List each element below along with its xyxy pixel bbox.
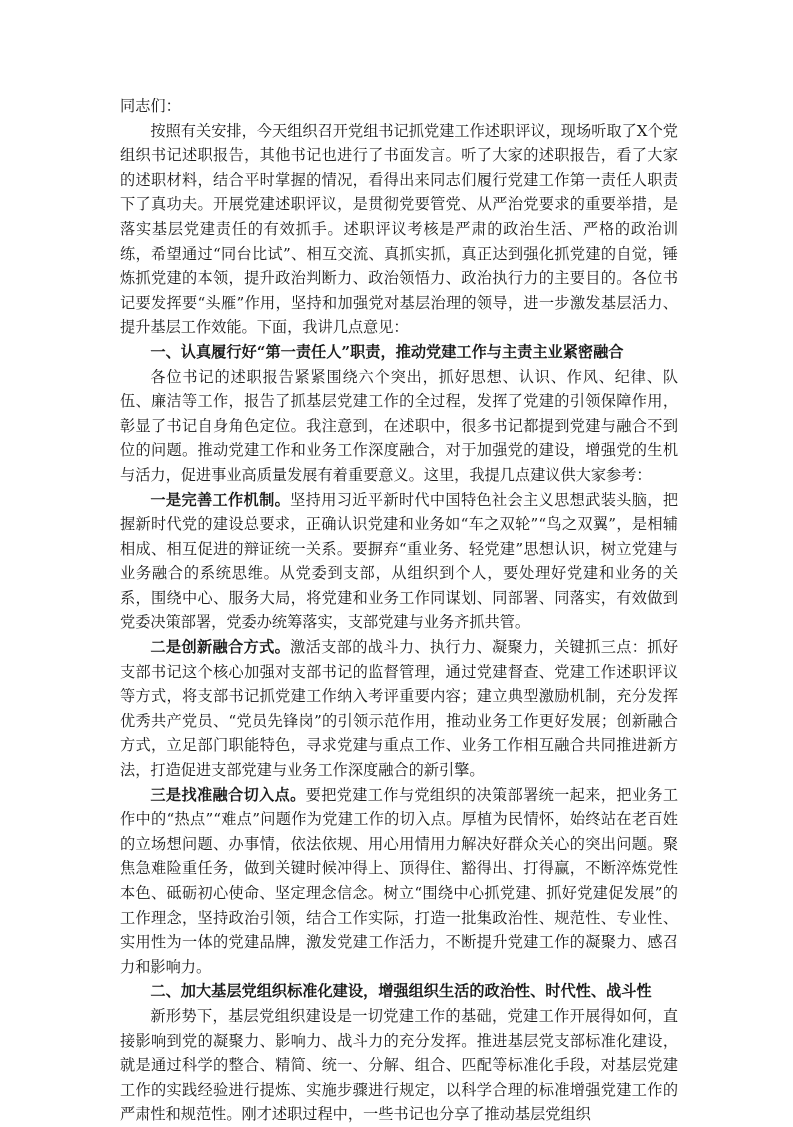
section-1-body: 各位书记的述职报告紧紧围绕六个突出，抓好思想、认识、作风、纪律、队伍、廉洁等工作，报告了抓基层党建工作的全过程，发挥了党建的引领保障作用，彰显了书记自身角色定位。我注意到，在述职中，很多书记都提到党建与融合不到位的问题。推动党建工作和业务工作深度融合，对于加强党的建设，增强党的生机与活力，促进事业高质量发展有着重要意义。这里，我提几点建议供大家参考： [120, 367, 678, 484]
intro-paragraph: 按照有关安排，今天组织召开党组书记抓党建工作述职评议，现场听取了X个党组织书记述职报告，其他书记也进行了书面发言。听了大家的述职报告，看了大家的述职材料，结合平时掌握的情况，看得出来同志们履行党建工作第一责任人职责下了真功夫。开展党建述职评议，是贯彻党要管党、从严治党要求的重要举措，是落实基层党建责任的有效抓手。述职评议考核是严肃的政治生活、严格的政治训练，希望通过“同台比试”、相互交流、真抓实抓，真正达到强化抓党建的自觉，锤炼抓党建的本领，提升政治判断力、政治领悟力、政治执行力的主要目的。各位书记要发挥要“头雁”作用，坚持和加强党对基层治理的领导，进一步激发基层活力、提升基层工作效能。下面，我讲几点意见： [120, 121, 678, 337]
point-2-text: 激活支部的战斗力、执行力、凝聚力，关键抓三点：抓好支部书记这个核心加强对支部书记的监督管理，通过党建督查、党建工作述职评议等方式，将支部书记抓党建工作纳入考评重要内容；建立典型激励机制，充分发挥优秀共产党员、“党员先锋岗”的引领示范作用，推动业务工作更好发展；创新融合方式，立足部门职能特色，寻求党建与重点工作、业务工作相互融合共同推进新方法，打造促进支部党建与业务工作深度融合的新引擎。 [120, 638, 679, 780]
point-1-text: 坚持用习近平新时代中国特色社会主义思想武装头脑，把握新时代党的建设总要求，正确认识党建和业务如“车之双轮”“鸟之双翼”，是相辅相成、相互促进的辩证统一关系。要摒弃“重业务、轻党建”思想认识，树立党建与业务融合的系统思维。从党委到支部，从组织到个人，要处理好党建和业务的关系，围绕中心、服务大局，将党建和业务工作同谋划、同部署、同落实，有效做到党委决策部署，党委办统筹落实，支部党建与业务齐抓共管。 [120, 490, 679, 632]
point-3-lead: 三是找准融合切入点。 [150, 785, 306, 804]
document-page [120, 94, 678, 1127]
point-3-text: 要把党建工作与党组织的决策部署统一起来，把业务工作中的“热点”“难点”问题作为党建工作的切入点。厚植为民情怀，始终站在老百姓的立场想问题、办事情，依法依规、用心用情用力解决好群众关心的突出问题。聚焦急难险重任务，做到关键时候冲得上、顶得住、豁得出、打得赢，不断淬炼党性本色、砥砺初心使命、坚定理念信念。树立“围绕中心抓党建、抓好党建促发展”的工作理念，坚持政治引领，结合工作实际，打造一批集政治性、规范性、专业性、实用性为一体的党建品牌，激发党建工作活力，不断提升党建工作的凝聚力、感召力和影响力。 [120, 785, 679, 976]
point-1-lead: 一是完善工作机制。 [150, 490, 291, 509]
point-2-paragraph [120, 635, 678, 783]
section-1-heading: 一、认真履行好“第一责任人”职责，推动党建工作与主责主业紧密融合 [150, 342, 624, 361]
salutation: 同志们： [120, 97, 181, 115]
point-2-lead: 二是创新融合方式。 [150, 638, 291, 657]
section-2-heading: 二、加大基层党组织标准化建设，增强组织生活的政治性、时代性、战斗性 [150, 982, 652, 1001]
point-3-paragraph [120, 783, 678, 980]
point-1-paragraph [120, 488, 678, 636]
section-2-body: 新形势下，基层党组织建设是一切党建工作的基础，党建工作开展得如何，直接影响到党的凝聚力、影响力、战斗力的充分发挥。推进基层党支部标准化建设，就是通过科学的整合、精简、统一、分解、组合、匹配等标准化手段，对基层党建工作的实践经验进行提炼、实施步骤进行规定，以科学合理的标准增强党建工作的严肃性和规范性。刚才述职过程中，一些书记也分享了推动基层党组织 [120, 1006, 678, 1124]
